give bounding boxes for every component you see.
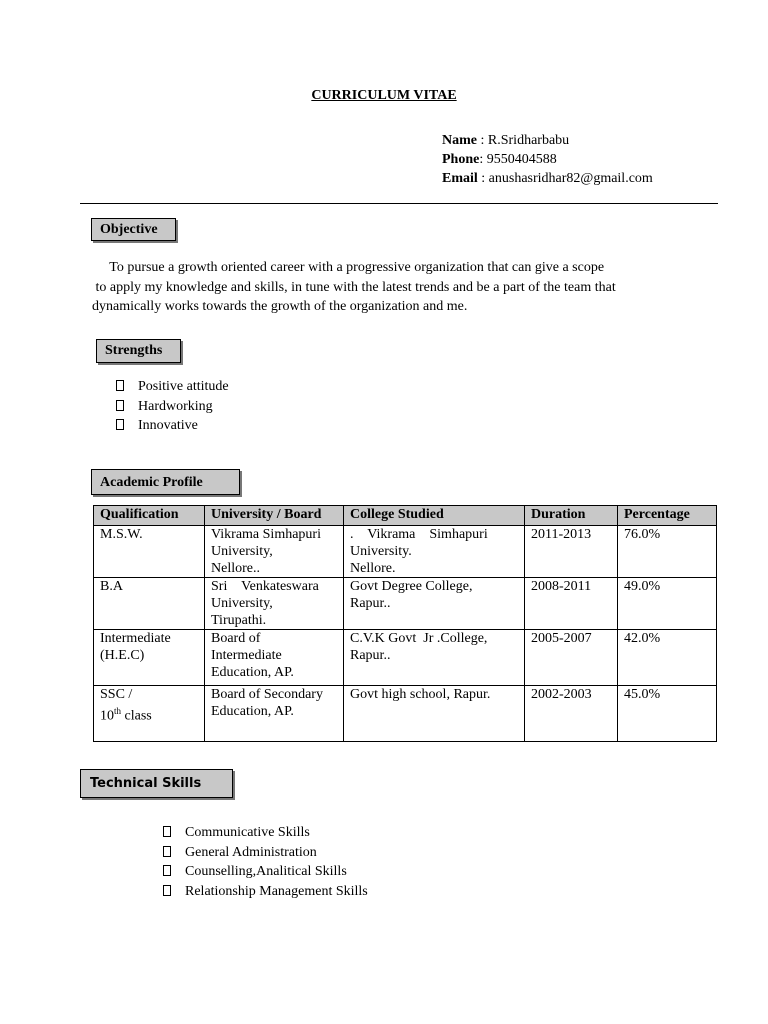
duration-cell: 2011-2013 xyxy=(525,526,618,578)
column-header: Qualification xyxy=(94,506,205,526)
university-cell: Board of Intermediate Education, AP. xyxy=(205,630,344,686)
objective-line: To pursue a growth oriented career with a progressive organization that can give a scope xyxy=(92,260,605,275)
table-row xyxy=(94,686,717,742)
list-item: Counselling,Analitical Skills xyxy=(163,862,368,882)
bullet-icon xyxy=(163,826,171,837)
university-cell: Sri Venkateswara University, Tirupathi. xyxy=(205,578,344,630)
strengths-heading: Strengths xyxy=(96,339,181,363)
table-row xyxy=(94,630,717,686)
list-item: General Administration xyxy=(163,843,368,863)
technical-heading: Technical Skills xyxy=(80,769,233,798)
college-cell: Govt Degree College, Rapur.. xyxy=(344,578,525,630)
strengths-list xyxy=(116,377,229,436)
email-value: : anushasridhar82@gmail.com xyxy=(477,171,653,186)
duration-cell: 2008-2011 xyxy=(525,578,618,630)
college-cell: Govt high school, Rapur. xyxy=(344,686,525,742)
list-item: Communicative Skills xyxy=(163,823,368,843)
document-title: CURRICULUM VITAE xyxy=(311,88,457,103)
list-item: Relationship Management Skills xyxy=(163,882,368,902)
list-item: Hardworking xyxy=(116,397,229,417)
column-header: University / Board xyxy=(205,506,344,526)
header-divider xyxy=(80,203,718,204)
college-cell: C.V.K Govt Jr .College, Rapur.. xyxy=(344,630,525,686)
table-row xyxy=(94,526,717,578)
objective-line: dynamically works towards the growth of the organization and me. xyxy=(92,299,468,314)
percentage-cell: 76.0% xyxy=(618,526,717,578)
name-label: Name xyxy=(442,133,477,148)
phone-value: : 9550404588 xyxy=(479,152,557,167)
objective-text xyxy=(92,258,692,317)
college-cell: . Vikrama Simhapuri University. Nellore. xyxy=(344,526,525,578)
duration-cell: 2002-2003 xyxy=(525,686,618,742)
percentage-cell: 49.0% xyxy=(618,578,717,630)
contact-phone xyxy=(442,150,557,169)
bullet-icon xyxy=(163,865,171,876)
table-row xyxy=(94,578,717,630)
objective-line: to apply my knowledge and skills, in tune with the latest trends and be a part of the team that xyxy=(92,279,616,295)
technical-list xyxy=(163,823,368,901)
bullet-icon xyxy=(116,419,124,430)
qualification-cell: SSC / 10th class xyxy=(94,686,205,742)
list-item: Innovative xyxy=(116,416,229,436)
academic-table xyxy=(93,505,717,742)
university-cell: Vikrama Simhapuri University, Nellore.. xyxy=(205,526,344,578)
contact-email xyxy=(442,169,653,188)
email-label: Email xyxy=(442,171,478,186)
phone-label: Phone xyxy=(442,152,480,167)
bullet-icon xyxy=(116,380,124,391)
column-header: College Studied xyxy=(344,506,525,526)
contact-name xyxy=(442,131,569,150)
column-header: Duration xyxy=(525,506,618,526)
qualification-cell: Intermediate (H.E.C) xyxy=(94,630,205,686)
objective-heading: Objective xyxy=(91,218,176,241)
bullet-icon xyxy=(163,846,171,857)
university-cell: Board of Secondary Education, AP. xyxy=(205,686,344,742)
percentage-cell: 42.0% xyxy=(618,630,717,686)
bullet-icon xyxy=(163,885,171,896)
qualification-cell: M.S.W. xyxy=(94,526,205,578)
percentage-cell: 45.0% xyxy=(618,686,717,742)
academic-heading: Academic Profile xyxy=(91,469,240,495)
duration-cell: 2005-2007 xyxy=(525,630,618,686)
bullet-icon xyxy=(116,400,124,411)
name-value: : R.Sridharbabu xyxy=(477,133,570,148)
qualification-cell: B.A xyxy=(94,578,205,630)
column-header: Percentage xyxy=(618,506,717,526)
list-item: Positive attitude xyxy=(116,377,229,397)
table-header-row xyxy=(94,506,717,526)
